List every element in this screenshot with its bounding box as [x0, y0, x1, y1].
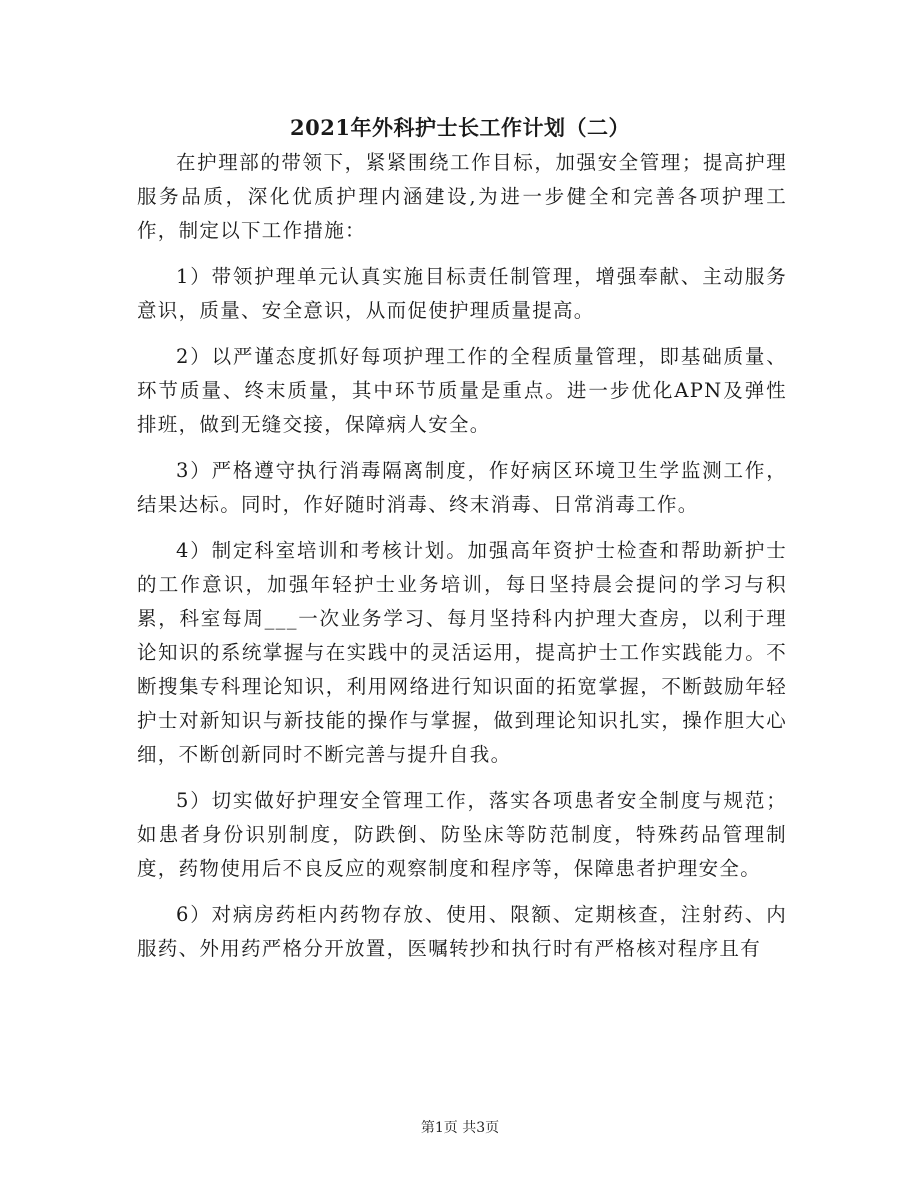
paragraph-item-2: 2）以严谨态度抓好每项护理工作的全程质量管理，即基础质量、环节质量、终末质量，其中环节质量是重点。进一步优化APN及弹性排班，做到无缝交接，保障病人安全。 [137, 345, 787, 436]
paragraph-item-6: 6）对病房药柜内药物存放、使用、限额、定期核查，注射药、内服药、外用药严格分开放置，医嘱转抄和执行时有严格核对程序且有 [137, 903, 787, 960]
paragraph-item-4: 4）制定科室培训和考核计划。加强高年资护士检查和帮助新护士的工作意识，加强年轻护士业务培训，每日坚持晨会提问的学习与积累，科室每周___一次业务学习、每月坚持科内护理大查房，以利于理论知识的系统掌握与在实践中的灵活运用，提高护士工作实践能力。不断搜集专科理论知识，利用网络进行知识面的拓宽掌握，不断鼓励年轻护士对新知识与新技能的操作与掌握，做到理论知识扎实，操作胆大心细，不断创新同时不断完善与提升自我。 [137, 539, 787, 766]
document-body [137, 146, 787, 978]
paragraph-intro: 在护理部的带领下，紧紧围绕工作目标，加强安全管理；提高护理服务品质，深化优质护理内涵建设,为进一步健全和完善各项护理工作，制定以下工作措施： [137, 151, 787, 242]
page-number-footer: 第1页 共3页 [420, 1120, 500, 1136]
paragraph-item-1: 1）带领护理单元认真实施目标责任制管理，增强奉献、主动服务意识，质量、安全意识，从而促使护理质量提高。 [137, 265, 787, 322]
document-title: 2021年外科护士长工作计划（二） [290, 115, 630, 140]
paragraph-item-3: 3）严格遵守执行消毒隔离制度，作好病区环境卫生学监测工作，结果达标。同时，作好随时消毒、终末消毒、日常消毒工作。 [137, 459, 787, 516]
paragraph-item-5: 5）切实做好护理安全管理工作，落实各项患者安全制度与规范；如患者身份识别制度，防跌倒、防坠床等防范制度，特殊药品管理制度，药物使用后不良反应的观察制度和程序等，保障患者护理安全。 [137, 789, 787, 880]
